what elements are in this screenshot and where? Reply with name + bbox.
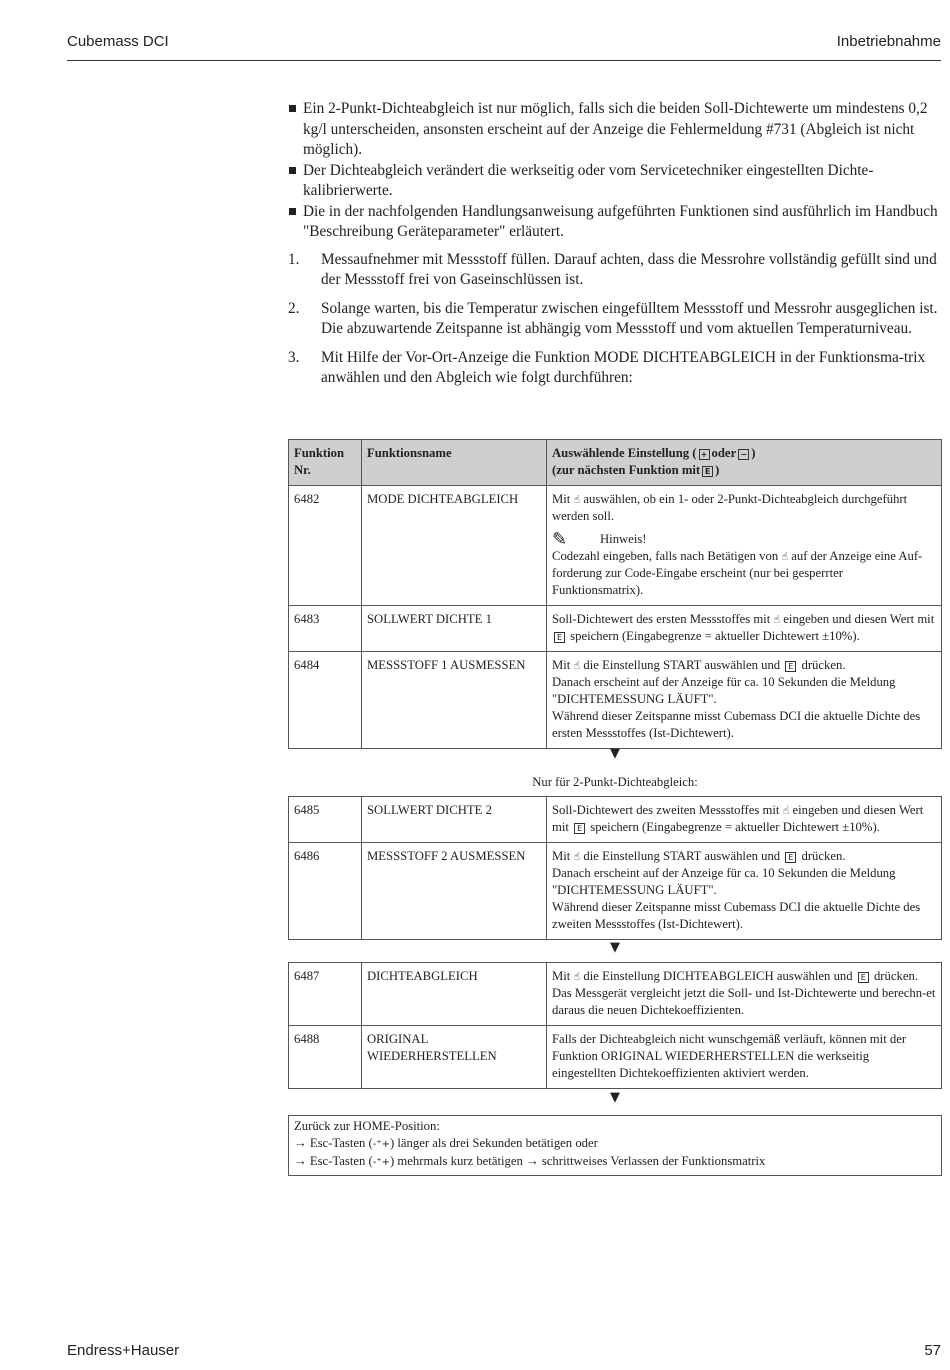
bullet-text: Die in der nachfolgenden Handlungsanweisung aufgeführten Funktionen sind ausführlich im Handbuch "Beschreibung Geräteparameter" erläutert. — [303, 202, 938, 240]
step-list — [288, 250, 941, 389]
step-item — [288, 299, 941, 340]
note-heading — [552, 531, 936, 548]
plus-key-icon: + — [699, 449, 710, 460]
function-setting — [547, 606, 942, 652]
function-setting — [547, 843, 942, 940]
setting-text: Falls der Dichteabgleich nicht wunschgemäß verläuft, können mit der Funktion ORIGINAL WIEDERHERSTELLEN die werkseitig eingestellten Dichtekoeffizienten aktiviert werden. — [552, 1032, 907, 1080]
function-name: MESSSTOFF 2 AUSMESSEN — [362, 843, 547, 940]
bullet-list — [288, 99, 941, 243]
function-nr: 6484 — [289, 652, 362, 749]
hand-key-icon: ☝ — [573, 659, 581, 672]
function-name: DICHTEABGLEICH — [362, 963, 547, 1026]
note-text: Codezahl eingeben, falls nach Betätigen von — [552, 549, 779, 563]
function-name: SOLLWERT DICHTE 1 — [362, 606, 547, 652]
table-header-row — [289, 440, 942, 486]
header-setting-text: oder — [711, 446, 737, 460]
bullet-item — [288, 99, 941, 161]
function-nr: 6487 — [289, 963, 362, 1026]
hand-key-icon: ☝ — [573, 970, 581, 983]
home-line — [294, 1153, 936, 1171]
setting-text: Soll-Dichtewert des zweiten Messstoffes mit — [552, 803, 780, 817]
esc-key-icon: -⁺+ — [372, 1139, 390, 1150]
function-setting — [547, 963, 942, 1026]
home-text: ) länger als drei Sekunden betätigen oder — [390, 1136, 598, 1150]
enter-key-icon: E — [785, 661, 796, 672]
setting-text: eingeben und diesen Wert mit — [783, 612, 935, 626]
enter-key-icon: E — [858, 972, 869, 983]
esc-key-icon: -⁺+ — [372, 1157, 390, 1168]
hand-key-icon: ☝ — [773, 613, 781, 626]
header-rule — [67, 60, 941, 61]
hand-key-icon: ☝ — [573, 850, 581, 863]
setting-text: speichern (Eingabegrenze = aktueller Dichtewert ±10%). — [590, 820, 880, 834]
function-name: ORIGINAL WIEDERHERSTELLEN — [362, 1026, 547, 1089]
setting-text: Während dieser Zeitspanne misst Cubemass DCI die aktuelle Dichte des ersten Messstoffes (Ist-Dichtewert). — [552, 709, 921, 740]
setting-text: Danach erscheint auf der Anzeige für ca. 10 Sekunden die Meldung "DICHTEMESSUNG LÄUFT". — [552, 866, 896, 897]
header-setting-text: (zur nächsten Funktion mit — [552, 463, 701, 477]
setting-text: auswählen, ob ein 1- oder 2-Punkt-Dichteabgleich durchgeführt werden soll. — [552, 492, 908, 523]
step-text: Mit Hilfe der Vor-Ort-Anzeige die Funktion MODE DICHTEABGLEICH in der Funktionsma-trix anwählen und den Abgleich wie folgt durchführen: — [321, 348, 926, 386]
step-item — [288, 250, 941, 291]
intro-content — [288, 99, 941, 397]
minus-key-icon: − — [738, 449, 749, 460]
setting-text: Mit — [552, 492, 571, 506]
table-row — [289, 486, 942, 606]
step-item — [288, 348, 941, 389]
setting-text: Mit — [552, 658, 571, 672]
home-text: → Esc-Tasten ( — [294, 1136, 373, 1150]
bullet-item — [288, 202, 941, 243]
bullet-square-icon — [289, 167, 296, 174]
setting-text: Soll-Dichtewert des ersten Messstoffes mit — [552, 612, 771, 626]
function-setting — [547, 1026, 942, 1089]
header-function-name: Funktionsname — [362, 440, 547, 486]
setting-text: Während dieser Zeitspanne misst Cubemass DCI die aktuelle Dichte des zweiten Messstoffes (Ist-Dichtewert). — [552, 900, 921, 931]
function-name: SOLLWERT DICHTE 2 — [362, 797, 547, 843]
bullet-square-icon — [289, 208, 296, 215]
home-line — [294, 1135, 936, 1153]
step-number: 3. — [288, 348, 300, 366]
home-text: ) mehrmals kurz betätigen → schrittweises Verlassen der Funktionsmatrix — [390, 1154, 766, 1168]
header-setting-text: ) — [715, 463, 720, 477]
two-point-note: Nur für 2-Punkt-Dichteabgleich: — [532, 775, 698, 789]
function-nr: 6482 — [289, 486, 362, 606]
header-setting-text: ) — [751, 446, 756, 460]
enter-key-icon: E — [702, 466, 713, 477]
home-title: Zurück zur HOME-Position: — [294, 1119, 440, 1133]
setting-text: drücken. — [801, 849, 846, 863]
header-setting-text: Auswählende Einstellung ( — [552, 446, 697, 460]
table-row — [289, 606, 942, 652]
setting-text: Das Messgerät vergleicht jetzt die Soll- und Ist-Dichtewerte und berechn-et daraus die neuen Dichtekoeffizienten. — [552, 986, 936, 1017]
function-table-2 — [288, 796, 942, 940]
function-nr: 6485 — [289, 797, 362, 843]
function-setting — [547, 652, 942, 749]
home-position-box — [288, 1115, 942, 1176]
hand-key-icon: ☝ — [782, 804, 790, 817]
step-text: Messaufnehmer mit Messstoff füllen. Darauf achten, dass die Messrohre vollständig gefüllt sind und der Messstoff frei von Gaseinschlüssen ist. — [321, 250, 937, 288]
function-table-1 — [288, 439, 942, 749]
table-row — [289, 963, 942, 1026]
function-name: MODE DICHTEABGLEICH — [362, 486, 547, 606]
setting-text: Danach erscheint auf der Anzeige für ca. 10 Sekunden die Meldung "DICHTEMESSUNG LÄUFT". — [552, 675, 896, 706]
table-row — [289, 1026, 942, 1089]
header-setting — [547, 440, 942, 486]
step-text: Solange warten, bis die Temperatur zwischen eingefülltem Messstoff und Messrohr ausgeglichen ist. Die abzuwartende Zeitspanne ist abhängig vom Messstoff und vom aktuellen Temperaturniveau. — [321, 299, 938, 337]
pencil-icon: ✎ — [552, 529, 568, 549]
bullet-text: Der Dichteabgleich verändert die werkseitig oder vom Servicetechniker eingestellten Dichte-kalibrierwerte. — [303, 161, 874, 199]
enter-key-icon: E — [554, 632, 565, 643]
bullet-text: Ein 2-Punkt-Dichteabgleich ist nur möglich, falls sich die beiden Soll-Dichtewerte um mindestens 0,2 kg/l unterscheiden, ansonsten erscheint auf der Anzeige die Fehlermeldung #731 (Abgleich ist nicht möglich). — [303, 100, 928, 158]
function-table-3 — [288, 962, 942, 1089]
setting-text: die Einstellung START auswählen und — [583, 849, 781, 863]
down-arrow-icon: ▼ — [610, 1090, 620, 1105]
function-nr: 6488 — [289, 1026, 362, 1089]
header-title: Cubemass DCI — [67, 33, 169, 50]
setting-text: drücken. — [801, 658, 846, 672]
footer-brand: Endress+Hauser — [67, 1342, 180, 1359]
enter-key-icon: E — [785, 852, 796, 863]
down-arrow-icon: ▼ — [610, 746, 620, 761]
header-section: Inbetriebnahme — [836, 33, 941, 50]
hand-key-icon: ☝ — [573, 493, 581, 506]
setting-text: die Einstellung START auswählen und — [583, 658, 781, 672]
setting-text: die Einstellung DICHTEABGLEICH auswählen und — [583, 969, 853, 983]
table-row — [289, 843, 942, 940]
enter-key-icon: E — [574, 823, 585, 834]
table-row — [289, 797, 942, 843]
hand-key-icon: ☝ — [781, 550, 789, 563]
table-row — [289, 652, 942, 749]
setting-text: Mit — [552, 849, 571, 863]
setting-text: speichern (Eingabegrenze = aktueller Dichtewert ±10%). — [570, 629, 860, 643]
step-number: 2. — [288, 299, 300, 317]
function-setting — [547, 486, 942, 606]
bullet-item — [288, 161, 941, 202]
setting-text: Mit — [552, 969, 571, 983]
function-setting — [547, 797, 942, 843]
home-text: → Esc-Tasten ( — [294, 1154, 373, 1168]
down-arrow-icon: ▼ — [610, 940, 620, 955]
setting-text: eingeben und diesen Wert mit — [552, 803, 924, 834]
function-name: MESSSTOFF 1 AUSMESSEN — [362, 652, 547, 749]
function-nr: 6483 — [289, 606, 362, 652]
function-nr: 6486 — [289, 843, 362, 940]
note-text: auf der Anzeige eine Auf-forderung zur Code-Eingabe erscheint (nur bei gesperrter Funktionsmatrix). — [552, 549, 923, 597]
page-number: 57 — [924, 1342, 941, 1359]
setting-text: drücken. — [873, 969, 918, 983]
step-number: 1. — [288, 250, 300, 268]
note-title: Hinweis! — [600, 532, 647, 546]
header-function-nr: Funktion Nr. — [289, 440, 362, 486]
bullet-square-icon — [289, 105, 296, 112]
